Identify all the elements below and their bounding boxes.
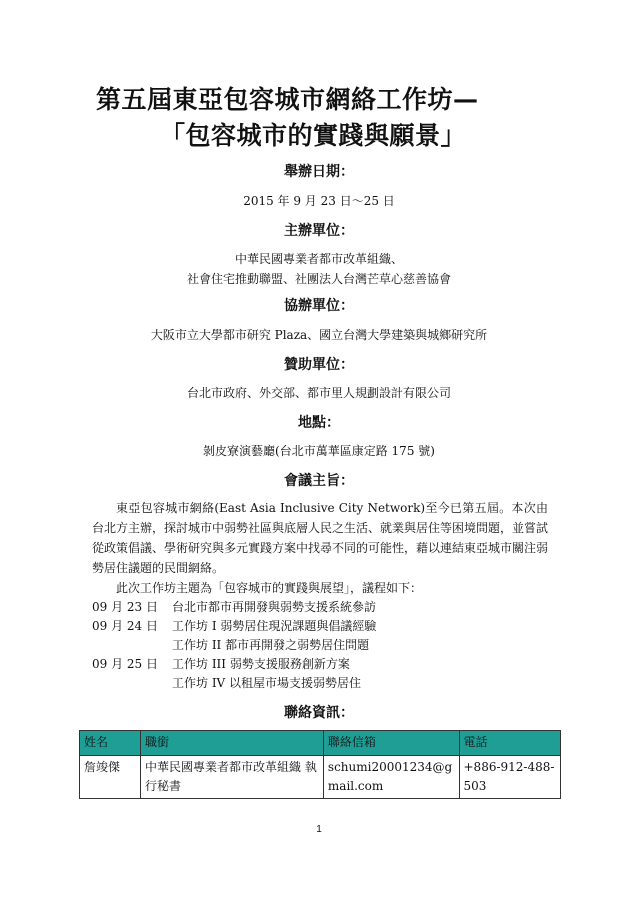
agenda-date: 09 月 25 日 <box>92 657 158 671</box>
column-header-phone: 電話 <box>459 731 561 756</box>
agenda-date: 09 月 24 日 <box>92 619 158 633</box>
agenda-item: 工作坊 II 都市再開發之弱勢居住問題 <box>172 638 370 652</box>
organizer-line1: 中華民國專業者都市改革組織、 <box>234 252 403 266</box>
agenda-row <box>92 636 552 655</box>
date-heading: 舉辦日期： <box>284 164 354 180</box>
column-header-name: 姓名 <box>80 731 141 756</box>
venue-heading: 地點： <box>298 415 340 431</box>
table-row <box>80 756 561 799</box>
document-title-line2: 「包容城市的實踐與願景」 <box>160 121 467 150</box>
agenda-row <box>92 674 552 693</box>
page-number: 1 <box>316 824 322 835</box>
sponsor-heading: 贊助單位： <box>284 357 354 373</box>
purpose-heading: 會議主旨： <box>284 473 354 489</box>
agenda-date: 09 月 23 日 <box>92 600 158 614</box>
contact-phone: +886-912-488-503 <box>459 756 561 799</box>
sponsor-text: 台北市政府、外交部、都市里人規劃設計有限公司 <box>186 386 451 400</box>
contact-name: 詹竣傑 <box>80 756 141 799</box>
contact-table-header-row <box>80 731 561 756</box>
organizer-line2: 社會住宅推動聯盟、社團法人台灣芒草心慈善協會 <box>186 272 451 286</box>
agenda-row <box>92 655 552 674</box>
agenda-row <box>92 617 552 636</box>
organizer-heading: 主辦單位： <box>284 223 354 239</box>
column-header-title: 職銜 <box>141 731 324 756</box>
agenda-item: 工作坊 I 弱勢居住現況課題與倡議經驗 <box>172 619 377 633</box>
contact-email[interactable]: schumi20001234@gmail.com <box>323 756 459 799</box>
co-organizer-heading: 協辦單位： <box>284 298 354 314</box>
contact-table <box>79 730 561 799</box>
document-title-line1: 第五屆東亞包容城市網絡工作坊— <box>96 85 479 114</box>
agenda-row <box>92 598 552 617</box>
agenda-item: 工作坊 IV 以租屋市場支援弱勢居住 <box>172 676 362 690</box>
venue-text: 剝皮寮演藝廳(台北市萬華區康定路 175 號) <box>203 444 435 458</box>
co-organizer-text: 大阪市立大學都市研究 Plaza、國立台灣大學建築與城鄉研究所 <box>150 328 488 342</box>
purpose-paragraph-1: 東亞包容城市網絡(East Asia Inclusive City Network)至今已第五屆。本次由台北方主辦，探討城市中弱勢社區與底層人民之生活、就業與居住等困境問題，並嘗試從政策倡議、學術研究與多元實踐方案中找尋不同的可能性，藉以連結東亞城市關注弱勢居住議題的民間網絡。 <box>92 501 549 575</box>
agenda-list <box>92 598 552 693</box>
date-text: 2015 年 9 月 23 日～25 日 <box>243 194 395 208</box>
agenda-item: 台北市都市再開發與弱勢支援系統參訪 <box>172 600 377 614</box>
contact-title: 中華民國專業者都市改革組織 執行秘書 <box>141 756 324 799</box>
contact-heading: 聯絡資訊： <box>284 705 354 721</box>
agenda-item: 工作坊 III 弱勢支援服務創新方案 <box>172 657 350 671</box>
purpose-paragraph-2: 此次工作坊主題為「包容城市的實踐與展望」，議程如下： <box>116 581 423 595</box>
column-header-email: 聯絡信箱 <box>323 731 459 756</box>
